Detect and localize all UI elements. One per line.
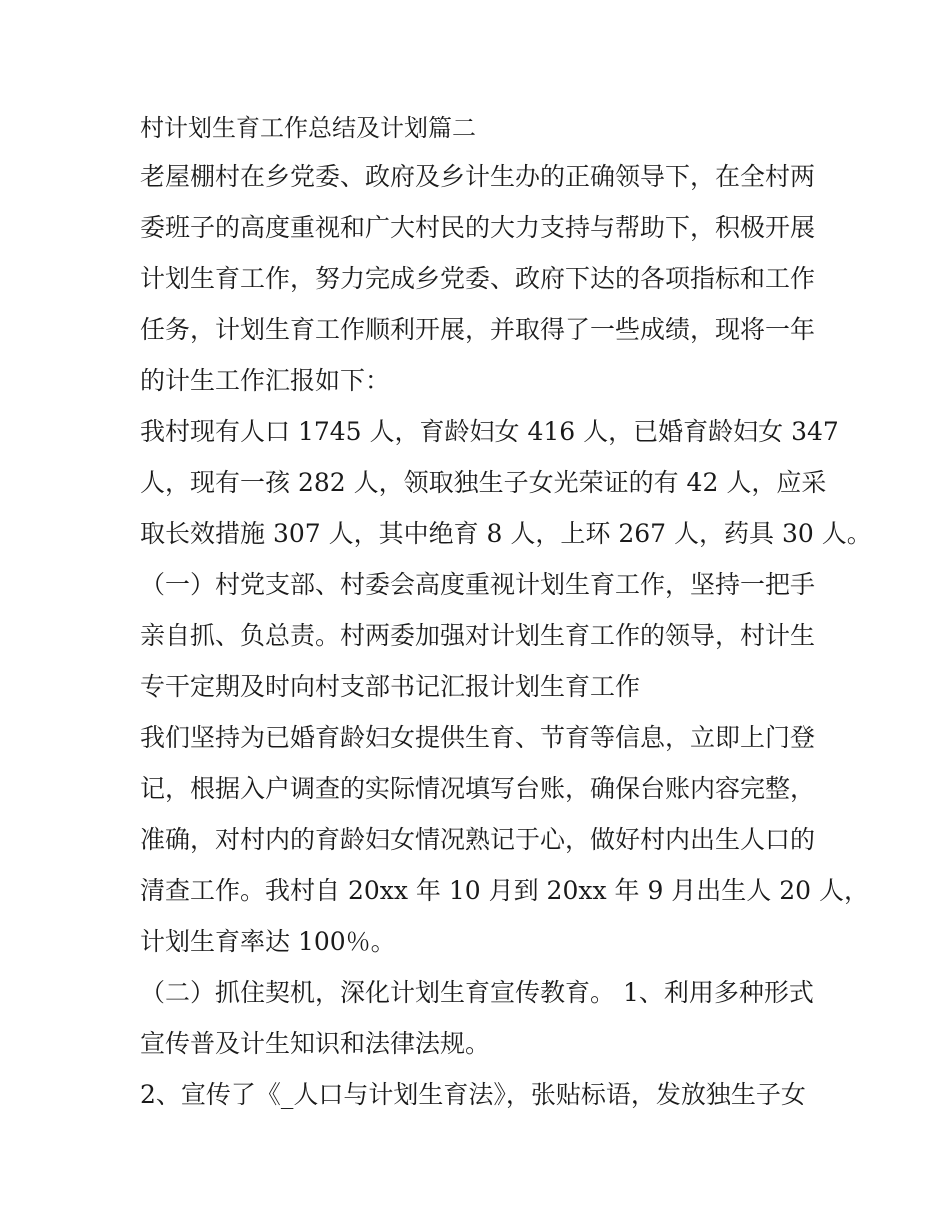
text-line: 人，现有一孩 282 人，领取独生子女光荣证的有 42 人，应采: [140, 468, 827, 497]
text-line: 宣传普及计生知识和法律法规。: [140, 1029, 491, 1058]
paragraph-intro: [140, 151, 820, 406]
document-body: [140, 108, 872, 1120]
text-line: 亲自抓、负总责。村两委加强对计划生育工作的领导，村计生: [140, 621, 816, 650]
text-line: 取长效措施 307 人，其中绝育 8 人，上环 267 人，药具 30 人。: [140, 519, 872, 548]
text-line: 清查工作。我村自 20xx 年 10 月到 20xx 年 9 月出生人 20 人，: [140, 876, 870, 905]
text-line: 专干定期及时向村支部书记汇报计划生育工作: [140, 672, 641, 701]
text-line: （二）抓住契机，深化计划生育宣传教育。 1、利用多种形式: [140, 978, 814, 1007]
paragraph-publicity: [140, 1069, 820, 1120]
paragraph-section-one: [140, 559, 820, 712]
text-line: 我村现有人口 1745 人，育龄妇女 416 人，已婚育龄妇女 347: [140, 417, 839, 446]
text-line: 计划生育率达 100％。: [140, 927, 396, 956]
text-line: （一）村党支部、村委会高度重视计划生育工作，坚持一把手: [140, 570, 816, 599]
text-line: 计划生育工作，努力完成乡党委、政府下达的各项指标和工作: [140, 264, 816, 293]
text-line: 委班子的高度重视和广大村民的大力支持与帮助下，积极开展: [140, 213, 816, 242]
document-title: 村计划生育工作总结及计划篇二: [140, 114, 476, 142]
text-line: 的计生工作汇报如下：: [140, 366, 391, 395]
text-line: 老屋棚村在乡党委、政府及乡计生办的正确领导下，在全村两: [140, 162, 816, 191]
paragraph-population: [140, 406, 872, 559]
text-line: 任务，计划生育工作顺利开展，并取得了一些成绩，现将一年: [140, 315, 816, 344]
paragraph-registration: [140, 712, 870, 967]
text-line: 准确，对村内的育龄妇女情况熟记于心，做好村内出生人口的: [140, 825, 816, 854]
paragraph-section-two: [140, 967, 820, 1069]
text-line: 我们坚持为已婚育龄妇女提供生育、节育等信息，立即上门登: [140, 723, 816, 752]
text-line: 2、宣传了《_人口与计划生育法》，张贴标语，发放独生子女: [140, 1080, 806, 1109]
text-line: 记，根据入户调查的实际情况填写台账，确保台账内容完整，: [140, 774, 816, 803]
